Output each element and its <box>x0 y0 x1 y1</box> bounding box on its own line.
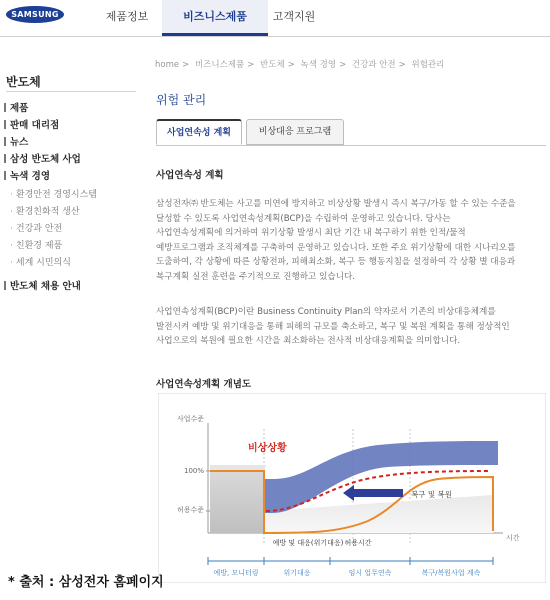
tab-emergency-response[interactable]: 비상대응 프로그램 <box>246 119 344 145</box>
sidebar-item-label: 뉴스 <box>10 137 29 148</box>
normal-level-block <box>210 471 264 533</box>
emergency-label: 비상상황 <box>248 443 287 454</box>
sidebar-item-recruiting[interactable] <box>4 278 81 292</box>
sidebar-subitem-eco-products[interactable]: · 친환경 제품 <box>10 238 62 251</box>
phase-label: 예방, 모니터링 <box>213 569 259 577</box>
paragraph-line: 복구계획 실전 훈련을 주기적으로 진행하고 있습니다. <box>156 271 356 282</box>
phase-label: 복구/복원사업 계속 <box>421 569 481 577</box>
paragraph-bcp-intro <box>156 197 544 284</box>
sidebar-item-label: 판매 대리점 <box>10 120 60 131</box>
breadcrumb-separator-icon: > <box>398 60 406 70</box>
sidebar-subitem-eco-production[interactable]: · 환경친화적 생산 <box>10 204 80 217</box>
section-title-concept-diagram: 사업연속성계획 개념도 <box>156 379 252 390</box>
sidebar-item-label: 녹색 경영 <box>10 171 51 182</box>
sidebar-item-products[interactable] <box>4 100 28 114</box>
paragraph-line: 사업연속성계획에 의거하여 위기상황 발생시 최단 기간 내 복구하기 위한 인적/물적 <box>156 228 466 238</box>
top-navigation <box>0 0 550 37</box>
bullet-bar-icon <box>4 103 6 112</box>
x-label-allowed-time: 허용시간 <box>344 539 372 547</box>
y-axis-label: 사업수준 <box>176 415 204 423</box>
recovery-label: 복구 및 복원 <box>411 490 452 499</box>
breadcrumb <box>155 58 444 70</box>
breadcrumb-health-safety[interactable]: 건강과 안전 <box>351 60 396 70</box>
tab-underline <box>156 145 546 146</box>
bullet-bar-icon <box>4 120 6 129</box>
sidebar-subitem-health-safety[interactable]: · 건강과 안전 <box>10 221 62 234</box>
breadcrumb-separator-icon: > <box>182 60 190 70</box>
breadcrumb-risk-management: 위험관리 <box>411 60 445 70</box>
sidebar-divider <box>6 91 136 92</box>
sidebar-item-dealers[interactable] <box>4 117 59 131</box>
samsung-logo[interactable]: SAMSUNG <box>6 6 64 23</box>
bullet-bar-icon <box>4 137 6 146</box>
breadcrumb-business-products[interactable]: 비즈니스제품 <box>194 60 245 70</box>
paragraph-line: 발전시켜 예방 및 위기대응을 통해 피해의 규모를 축소하고, 복구 및 복원 계획을 통해 정상적인 <box>156 321 510 332</box>
sidebar-item-business[interactable] <box>4 151 81 165</box>
sidebar-item-news[interactable] <box>4 134 28 148</box>
sidebar-subitem-global-citizenship[interactable]: · 세계 시민의식 <box>10 255 71 268</box>
nav-customer-support[interactable]: 고객지원 <box>272 10 316 23</box>
paragraph-line: 사업으로의 복원에 필요한 시간을 최소화하는 전사적 비상대응계획을 의미합니다. <box>156 336 461 346</box>
nav-business-products[interactable]: 비즈니스제품 <box>162 0 268 36</box>
sidebar-subitem-ehs-system[interactable]: · 환경안전 경영시스템 <box>10 187 97 200</box>
phase-label: 위기대응 <box>283 569 311 577</box>
paragraph-line: 도출하여, 각 상황에 따른 상황전파, 피해최소화, 복구 등 행동지침을 설정하여 각 상황 별 대응과 <box>156 257 516 267</box>
bcp-concept-diagram <box>158 393 546 583</box>
breadcrumb-separator-icon: > <box>287 60 295 70</box>
x-axis-label: 시간 <box>506 534 520 542</box>
section-title-bcp: 사업연속성 계획 <box>156 170 224 181</box>
sidebar-item-green-management[interactable] <box>4 168 50 182</box>
paragraph-line: 달성할 수 있도록 사업연속성계획(BCP)을 수립하여 운영하고 있습니다. 당사는 <box>156 213 451 224</box>
bullet-bar-icon <box>4 281 6 290</box>
bullet-bar-icon <box>4 154 6 163</box>
x-label-prevention: 예방 및 대응(위기대응) <box>272 539 344 547</box>
level-100-label: 100% <box>183 467 204 475</box>
page-title: 위험 관리 <box>156 93 207 107</box>
paragraph-line: 예방프로그램과 조직체계를 구축하여 운영하고 있습니다. 또한 주요 위기상황에 대한 시나리오를 <box>156 242 516 253</box>
breadcrumb-home[interactable]: home <box>155 60 180 70</box>
tab-bar <box>156 119 546 145</box>
sidebar-title: 반도체 <box>6 75 41 89</box>
paragraph-line: 사업연속성계획(BCP)이란 Business Continuity Plan의 약자로서 기존의 비상대응체계를 <box>156 307 496 317</box>
breadcrumb-green-management[interactable]: 녹색 경영 <box>300 60 337 70</box>
paragraph-bcp-definition <box>156 305 544 349</box>
nav-product-info[interactable]: 제품정보 <box>105 10 149 23</box>
source-note: * 출처 : 삼성전자 홈페이지 <box>8 575 164 590</box>
breadcrumb-separator-icon: > <box>247 60 255 70</box>
paragraph-line: 삼성전자㈜ 반도체는 사고를 미연에 방지하고 비상상황 발생시 즉시 복구/가동 할 수 있는 수준을 <box>156 199 516 209</box>
level-min-label: 허용수준 <box>176 506 204 514</box>
sidebar-item-label: 반도체 채용 안내 <box>10 281 81 292</box>
tab-business-continuity[interactable]: 사업연속성 계획 <box>156 119 242 145</box>
breadcrumb-semiconductor[interactable]: 반도체 <box>260 60 285 70</box>
sidebar-item-label: 삼성 반도체 사업 <box>10 154 81 165</box>
phase-label: 임시 업무연속 <box>348 569 392 577</box>
breadcrumb-separator-icon: > <box>339 60 347 70</box>
bcp-diagram-svg <box>158 393 546 583</box>
bullet-bar-icon <box>4 171 6 180</box>
sidebar-item-label: 제품 <box>10 103 29 114</box>
